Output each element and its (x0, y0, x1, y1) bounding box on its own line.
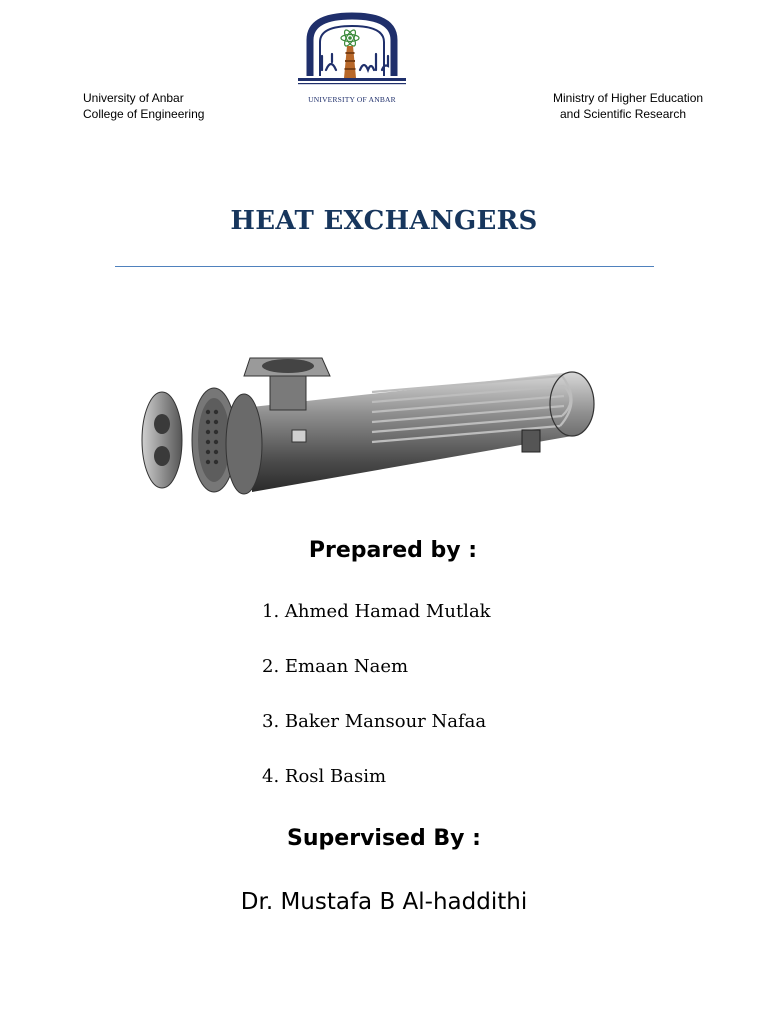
ministry-name: Ministry of Higher Education (553, 91, 704, 105)
university-header (83, 90, 204, 122)
logo-emblem-icon (296, 12, 408, 94)
heat-exchanger-illustration (132, 352, 597, 502)
supervisor-name: Dr. Mustafa B Al-haddithi (240, 889, 528, 915)
ministry-subtitle: and Scientific Research (560, 107, 687, 121)
member-list-item: 3. Baker Mansour Nafaa (262, 711, 487, 732)
university-name: University of Anbar (83, 91, 184, 105)
title-divider (115, 266, 654, 267)
ministry-header (553, 90, 703, 122)
member-list-item: 2. Emaan Naem (262, 656, 409, 677)
document-title: HEAT EXCHANGERS (230, 206, 538, 236)
logo-caption: UNIVERSITY OF ANBAR (308, 95, 396, 104)
university-logo (296, 12, 408, 104)
member-list-item: 1. Ahmed Hamad Mutlak (262, 601, 491, 622)
college-name: College of Engineering (83, 107, 205, 121)
member-list-item: 4. Rosl Basim (262, 766, 387, 787)
prepared-by-heading: Prepared by : (308, 538, 478, 563)
supervised-by-heading: Supervised By : (287, 826, 481, 851)
